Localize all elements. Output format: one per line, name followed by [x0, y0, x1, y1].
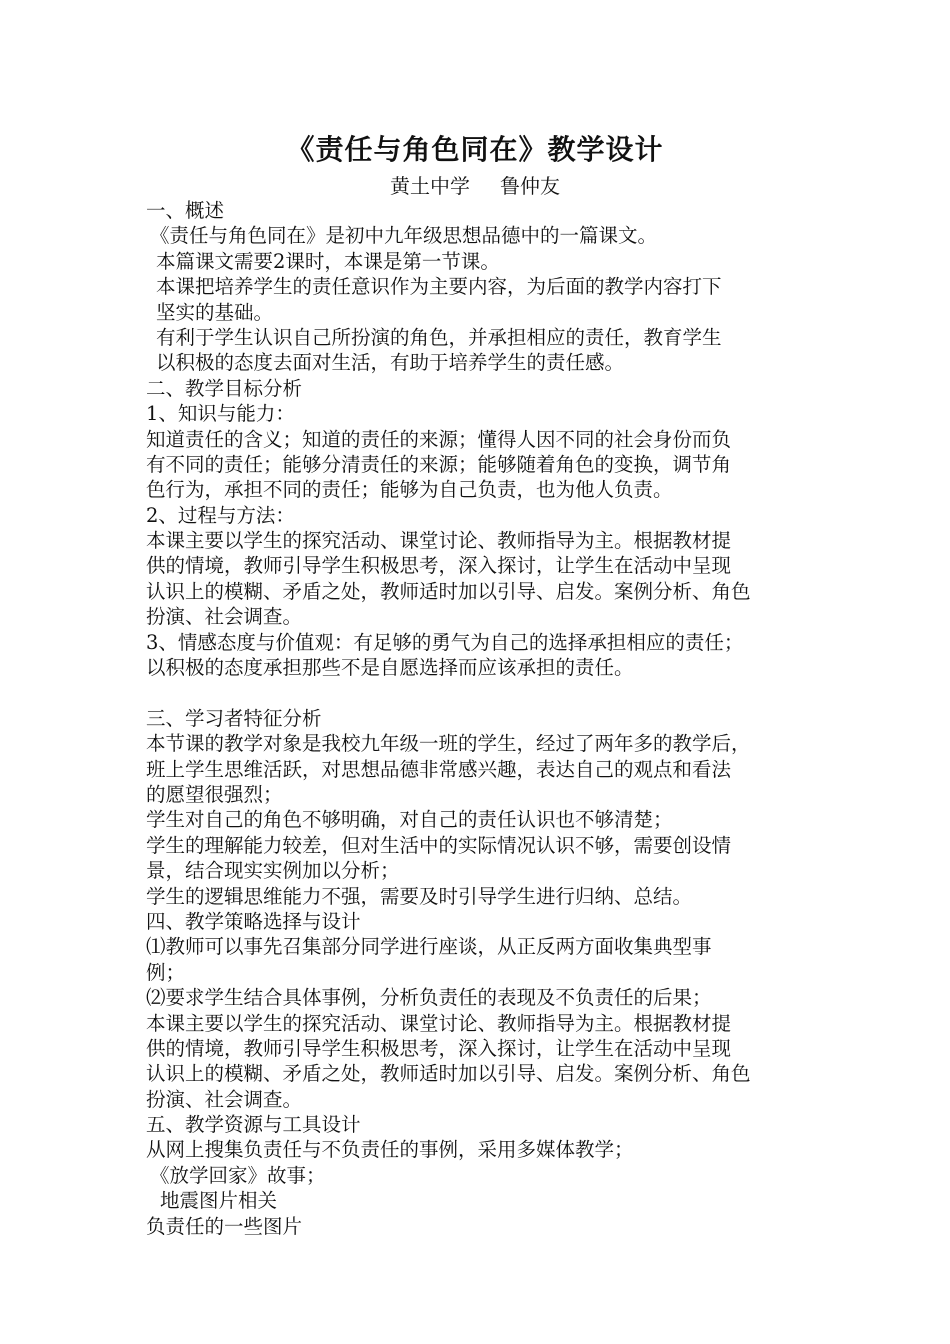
text-line: 扮演、社会调查。 — [146, 1087, 303, 1111]
text-line: 景，结合现实实例加以分析； — [146, 859, 400, 883]
text-line: 有利于学生认识自己所扮演的角色，并承担相应的责任，教育学生 — [156, 325, 722, 349]
author-name: 鲁仲友 — [500, 174, 560, 198]
document-body — [146, 198, 826, 1239]
text-line: 地震图片相关 — [160, 1189, 278, 1213]
author-line — [0, 172, 950, 200]
text-line: 学生的逻辑思维能力不强，需要及时引导学生进行归纳、总结。 — [146, 884, 693, 908]
text-line: ⑵要求学生结合具体事例，分析负责任的表现及不负责任的后果； — [146, 986, 712, 1010]
text-line: 本课主要以学生的探究活动、课堂讨论、教师指导为主。根据教材提 — [146, 1011, 732, 1035]
text-line: 四、教学策略选择与设计 — [146, 909, 361, 933]
text-line: 2、过程与方法： — [146, 503, 295, 527]
text-line: 的愿望很强烈； — [146, 782, 283, 806]
text-line: 坚实的基础。 — [156, 300, 274, 324]
text-line: 供的情境，教师引导学生积极思考，深入探讨，让学生在活动中呈现 — [146, 1036, 732, 1060]
text-line: 一、概述 — [146, 199, 225, 222]
text-line: 1、知识与能力： — [146, 402, 295, 426]
text-line: 负责任的一些图片 — [146, 1214, 303, 1238]
text-line: ⑴教师可以事先召集部分同学进行座谈，从正反两方面收集典型事 — [146, 935, 712, 959]
text-line: 本课主要以学生的探究活动、课堂讨论、教师指导为主。根据教材提 — [146, 529, 732, 553]
text-line: 《放学回家》故事； — [150, 1163, 326, 1187]
text-line: 认识上的模糊、矛盾之处，教师适时加以引导、启发。案例分析、角色 — [146, 579, 751, 603]
text-line: 以积极的态度去面对生活，有助于培养学生的责任感。 — [156, 351, 625, 375]
text-line: 本课把培养学生的责任意识作为主要内容，为后面的教学内容打下 — [156, 275, 722, 299]
text-line: 例； — [146, 960, 186, 984]
text-line: 本篇课文需要2课时，本课是第一节课。 — [156, 249, 500, 273]
text-line: 3、情感态度与价值观：有足够的勇气为自己的选择承担相应的责任； — [146, 630, 744, 654]
text-line: 五、教学资源与工具设计 — [146, 1113, 361, 1137]
school-name: 黄土中学 — [390, 174, 470, 198]
document-title: 《责任与角色同在》教学设计 — [286, 133, 664, 166]
text-line: 色行为，承担不同的责任；能够为自己负责，也为他人负责。 — [146, 478, 673, 502]
text-line: 认识上的模糊、矛盾之处，教师适时加以引导、启发。案例分析、角色 — [146, 1062, 751, 1086]
text-line: 本节课的教学对象是我校九年级一班的学生，经过了两年多的教学后， — [146, 732, 751, 756]
text-line: 学生对自己的角色不够明确，对自己的责任认识也不够清楚； — [146, 808, 673, 832]
text-line: 以积极的态度承担那些不是自愿选择而应该承担的责任。 — [146, 656, 634, 680]
text-line: 从网上搜集负责任与不负责任的事例，采用多媒体教学； — [146, 1138, 634, 1162]
text-line: 二、教学目标分析 — [146, 376, 303, 400]
text-line: 三、学习者特征分析 — [146, 706, 322, 730]
blank-line — [146, 680, 826, 705]
text-line: 扮演、社会调查。 — [146, 605, 303, 629]
text-line: 有不同的责任；能够分清责任的来源；能够随着角色的变换，调节角 — [146, 452, 732, 476]
text-line: 供的情境，教师引导学生积极思考，深入探讨，让学生在活动中呈现 — [146, 554, 732, 578]
text-line: 《责任与角色同在》是初中九年级思想品德中的一篇课文。 — [150, 224, 658, 248]
text-line: 学生的理解能力较差，但对生活中的实际情况认识不够，需要创设情 — [146, 833, 732, 857]
text-line: 班上学生思维活跃，对思想品德非常感兴趣，表达自己的观点和看法 — [146, 757, 732, 781]
text-line: 知道责任的含义；知道的责任的来源；懂得人因不同的社会身份而负 — [146, 427, 732, 451]
